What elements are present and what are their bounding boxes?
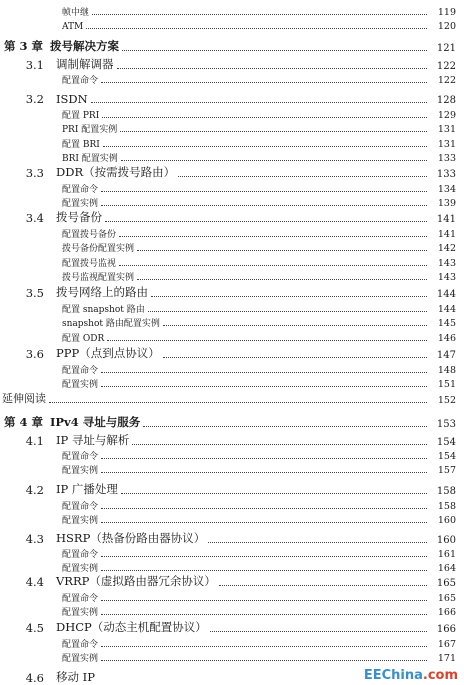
toc-entry-section	[0, 575, 464, 589]
page-number: 158	[437, 501, 456, 512]
toc-entry-section	[0, 286, 464, 300]
page-number: 165	[437, 593, 456, 604]
sub-title: ATM	[62, 22, 84, 32]
page-number: 139	[437, 198, 456, 209]
page-number: 128	[436, 95, 456, 106]
toc-entry-chapter	[0, 40, 464, 54]
dot-leader	[101, 191, 427, 192]
page-number: 121	[436, 43, 456, 54]
page-number: 131	[437, 124, 456, 135]
sub-title: 帧中继	[62, 8, 90, 18]
site-watermark	[362, 668, 460, 683]
dot-leader	[101, 614, 427, 615]
toc-entry-sub	[0, 376, 464, 390]
toc-entry-sub	[0, 240, 464, 254]
toc-entry-chapter	[0, 416, 464, 430]
toc-entry-sub	[0, 255, 464, 269]
toc-entry-sub	[0, 269, 464, 283]
sub-title: 配置命令	[62, 185, 99, 195]
toc-entry-sub	[0, 362, 464, 376]
page-number: 158	[436, 486, 456, 497]
page-number: 152	[437, 395, 456, 406]
page-number: 143	[437, 258, 456, 269]
section-number: 4.4	[25, 575, 44, 589]
toc-entry-sub	[0, 121, 464, 135]
dot-leader	[120, 131, 427, 132]
page-number: 171	[437, 653, 456, 664]
page-number: 165	[436, 578, 456, 589]
dot-leader	[101, 472, 427, 473]
sub-title: 配置拨号监视	[62, 259, 117, 269]
toc-entry-sub	[0, 498, 464, 512]
section-number: 4.6	[25, 671, 44, 685]
page-number: 161	[437, 549, 456, 560]
section-title: 拨号备份	[56, 210, 102, 224]
dot-leader	[101, 372, 427, 373]
toc-entry-sub	[0, 462, 464, 476]
sub-title: 配置命令	[62, 550, 99, 560]
toc-entry-sub	[0, 301, 464, 315]
dot-leader	[91, 102, 427, 103]
dot-leader	[121, 493, 427, 494]
page-number: 133	[437, 153, 456, 164]
dot-leader	[117, 68, 428, 69]
toc-entry-section	[0, 347, 464, 361]
toc-entry-sub	[0, 330, 464, 344]
toc-entry-sub	[0, 226, 464, 240]
page-number: 144	[436, 289, 456, 300]
sub-title: 配置命令	[62, 76, 99, 86]
section-title: DDR（按需拨号路由）	[56, 165, 176, 179]
sub-title: 配置命令	[62, 640, 99, 650]
dot-leader	[101, 205, 427, 206]
toc-entry-sub	[0, 604, 464, 618]
sub-title: 配置 ODR	[62, 334, 105, 344]
page-number: 148	[437, 365, 456, 376]
dot-leader	[148, 311, 427, 312]
page-number: 145	[437, 318, 456, 329]
page-number: 120	[437, 21, 456, 32]
page-number: 160	[436, 535, 456, 546]
page-number: 151	[437, 379, 456, 390]
toc-entry-sub	[0, 4, 464, 18]
section-title: IP 广播处理	[56, 482, 118, 496]
dot-leader	[210, 631, 427, 632]
dot-leader	[49, 402, 427, 403]
sub-title: 配置实例	[62, 654, 99, 664]
section-title: VRRP（虚拟路由器冗余协议）	[56, 574, 216, 588]
toc-entry-section	[0, 532, 464, 546]
section-title: 移动 IP	[56, 670, 95, 684]
page-number: 142	[437, 243, 456, 254]
toc-entry-sub	[0, 448, 464, 462]
dot-leader	[132, 444, 427, 445]
dot-leader	[102, 117, 427, 118]
section-number: 4.1	[25, 434, 44, 448]
dot-leader	[101, 458, 427, 459]
toc-entry-sub	[0, 181, 464, 195]
dot-leader	[151, 296, 427, 297]
sub-title: 配置实例	[62, 380, 99, 390]
toc-entry-section	[0, 166, 464, 180]
section-title: 调制解调器	[56, 57, 114, 71]
toc-entry-sub	[0, 107, 464, 121]
sub-title: 配置实例	[62, 564, 99, 574]
page-number: 133	[436, 169, 456, 180]
section-number: 3.5	[25, 286, 44, 300]
chapter-number: 第 3 章	[4, 39, 44, 53]
toc-entry-sub	[0, 590, 464, 604]
page-number: 134	[437, 184, 456, 195]
toc-entry-section	[0, 58, 464, 72]
dot-leader	[92, 14, 427, 15]
page-number: 157	[437, 465, 456, 476]
chapter-number: 第 4 章	[4, 415, 44, 429]
chapter-title: IPv4 寻址与服务	[50, 415, 141, 429]
dot-leader	[178, 176, 427, 177]
dot-leader	[101, 386, 427, 387]
dot-leader	[119, 265, 427, 266]
toc-entry-sub	[0, 650, 464, 664]
page-number: 146	[437, 333, 456, 344]
dot-leader	[208, 542, 427, 543]
dot-leader	[122, 50, 427, 51]
sub-title: 配置命令	[62, 502, 99, 512]
dot-leader	[101, 82, 427, 83]
page-number: 131	[437, 139, 456, 150]
section-number: 3.2	[25, 92, 44, 106]
section-number: 3.3	[25, 166, 44, 180]
dot-leader	[137, 250, 427, 251]
page-number: 129	[437, 110, 456, 121]
sub-title: 配置命令	[62, 366, 99, 376]
dot-leader	[101, 646, 427, 647]
sub-title: 配置实例	[62, 516, 99, 526]
toc-entry-sub	[0, 150, 464, 164]
section-number: 4.2	[25, 483, 44, 497]
page-number: 160	[437, 515, 456, 526]
sub-title: snapshot 路由配置实例	[62, 319, 160, 329]
section-number: 4.3	[25, 532, 44, 546]
sub-title: 配置 snapshot 路由	[62, 305, 145, 315]
toc-entry-sub	[0, 136, 464, 150]
sub-title: 配置实例	[62, 466, 99, 476]
sub-title: 拨号备份配置实例	[62, 244, 135, 254]
sub-title: 配置 BRI	[62, 140, 100, 150]
toc-entry-section	[0, 434, 464, 448]
sub-title: 配置 PRI	[62, 111, 100, 121]
toc-entry-section	[0, 621, 464, 635]
page-number: 147	[436, 350, 456, 361]
page-number: 166	[436, 624, 456, 635]
section-title: ISDN	[56, 92, 88, 106]
section-title: IP 寻址与解析	[56, 433, 130, 447]
dot-leader	[107, 340, 427, 341]
chapter-title: 拨号解决方案	[50, 39, 119, 53]
dot-leader	[101, 556, 427, 557]
sub-title: 配置拨号备份	[62, 230, 117, 240]
page-number: 154	[437, 451, 456, 462]
section-number: 3.1	[25, 58, 44, 72]
section-number: 3.4	[25, 211, 44, 225]
toc-entry-section	[0, 483, 464, 497]
page-number: 144	[437, 304, 456, 315]
toc-entry-sub	[0, 195, 464, 209]
toc-entry-sub	[0, 72, 464, 86]
dot-leader	[163, 357, 427, 358]
dot-leader	[143, 426, 427, 427]
dot-leader	[101, 522, 427, 523]
dot-leader	[86, 28, 427, 29]
watermark-suffix: .com	[422, 668, 458, 683]
toc-entry-sub	[0, 315, 464, 329]
toc-entry-sub	[0, 18, 464, 32]
dot-leader	[219, 585, 427, 586]
page-number: 119	[437, 7, 456, 18]
dot-leader	[103, 146, 427, 147]
dot-leader	[121, 160, 427, 161]
dot-leader	[101, 600, 427, 601]
sub-title: 配置实例	[62, 608, 99, 618]
page-number: 143	[437, 272, 456, 283]
page-number: 153	[436, 419, 456, 430]
toc-entry-section	[0, 211, 464, 225]
section-title: 拨号网络上的路由	[56, 285, 148, 299]
page-number: 166	[437, 607, 456, 618]
page-number: 141	[437, 229, 456, 240]
sub-title: 配置命令	[62, 452, 99, 462]
toc-entry-section	[0, 92, 464, 106]
section-title: HSRP（热备份路由器协议）	[56, 531, 206, 545]
dot-leader	[101, 508, 427, 509]
dot-leader	[105, 221, 427, 222]
page-number: 122	[437, 75, 456, 86]
page-number: 164	[437, 563, 456, 574]
sub-title: 拨号监视配置实例	[62, 273, 135, 283]
section-number: 4.5	[25, 621, 44, 635]
sub-title: 配置命令	[62, 594, 99, 604]
page-number: 154	[436, 437, 456, 448]
dot-leader	[163, 325, 427, 326]
toc-entry-sub	[0, 512, 464, 526]
sub-title: 配置实例	[62, 199, 99, 209]
section-title: PPP（点到点协议）	[56, 346, 160, 360]
section-title: DHCP（动态主机配置协议）	[56, 620, 207, 634]
page-number: 141	[436, 214, 456, 225]
sub-title: BRI 配置实例	[62, 154, 118, 164]
sub-title: PRI 配置实例	[62, 125, 118, 135]
dot-leader	[137, 279, 427, 280]
toc-entry-sub	[0, 546, 464, 560]
toc-entry-sub	[0, 636, 464, 650]
toc-entry-sub	[0, 560, 464, 574]
dot-leader	[119, 236, 427, 237]
section-number: 3.6	[25, 347, 44, 361]
page-number: 122	[436, 61, 456, 72]
page-number: 167	[437, 639, 456, 650]
toc-entry-extra	[0, 392, 464, 406]
dot-leader	[101, 570, 427, 571]
extra-title: 延伸阅读	[2, 392, 46, 405]
dot-leader	[101, 660, 427, 661]
watermark-main: EEChina	[363, 668, 423, 683]
